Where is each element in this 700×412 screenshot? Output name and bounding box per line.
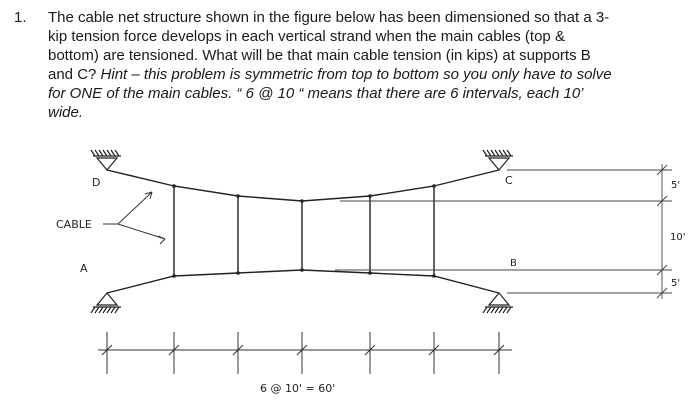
dim-mid-label: 10' [670,232,686,243]
problem-line-1: The cable net structure shown in the figure below has been dimensioned so that a 3- [48,9,610,26]
label-A: A [80,262,88,275]
support-C [483,150,513,170]
dim-bot-label: 5' [671,278,681,289]
top-main-cable [107,170,499,201]
problem-hint: Hint – this problem is symmetric from top to bottom so you only have to solve [100,66,612,83]
support-B [483,293,513,313]
support-D [91,150,121,170]
problem-line-5: for ONE of the main cables. “ 6 @ 10 “ means that there are 6 intervals, each 10’ [48,85,584,102]
span-label: 6 @ 10' = 60' [260,382,336,395]
problem-line-6: wide. [48,104,84,121]
label-C: C [505,174,513,187]
problem-line-4-plain: and C? [48,66,101,83]
label-B: B [510,258,517,269]
cable-leader [103,192,165,244]
dim-top-label: 5' [671,180,681,191]
span-dimension [98,332,512,374]
problem-number: 1. [14,9,27,26]
problem-line-3: bottom) are tensioned. What will be that main cable tension (in kips) at supports B [48,47,591,64]
label-D: D [92,176,101,189]
problem-line-2: kip tension force develops in each vertical strand when the main cables (top & [48,28,565,45]
support-A [91,293,121,313]
cable-label: CABLE [56,218,92,231]
bottom-main-cable [107,270,499,293]
